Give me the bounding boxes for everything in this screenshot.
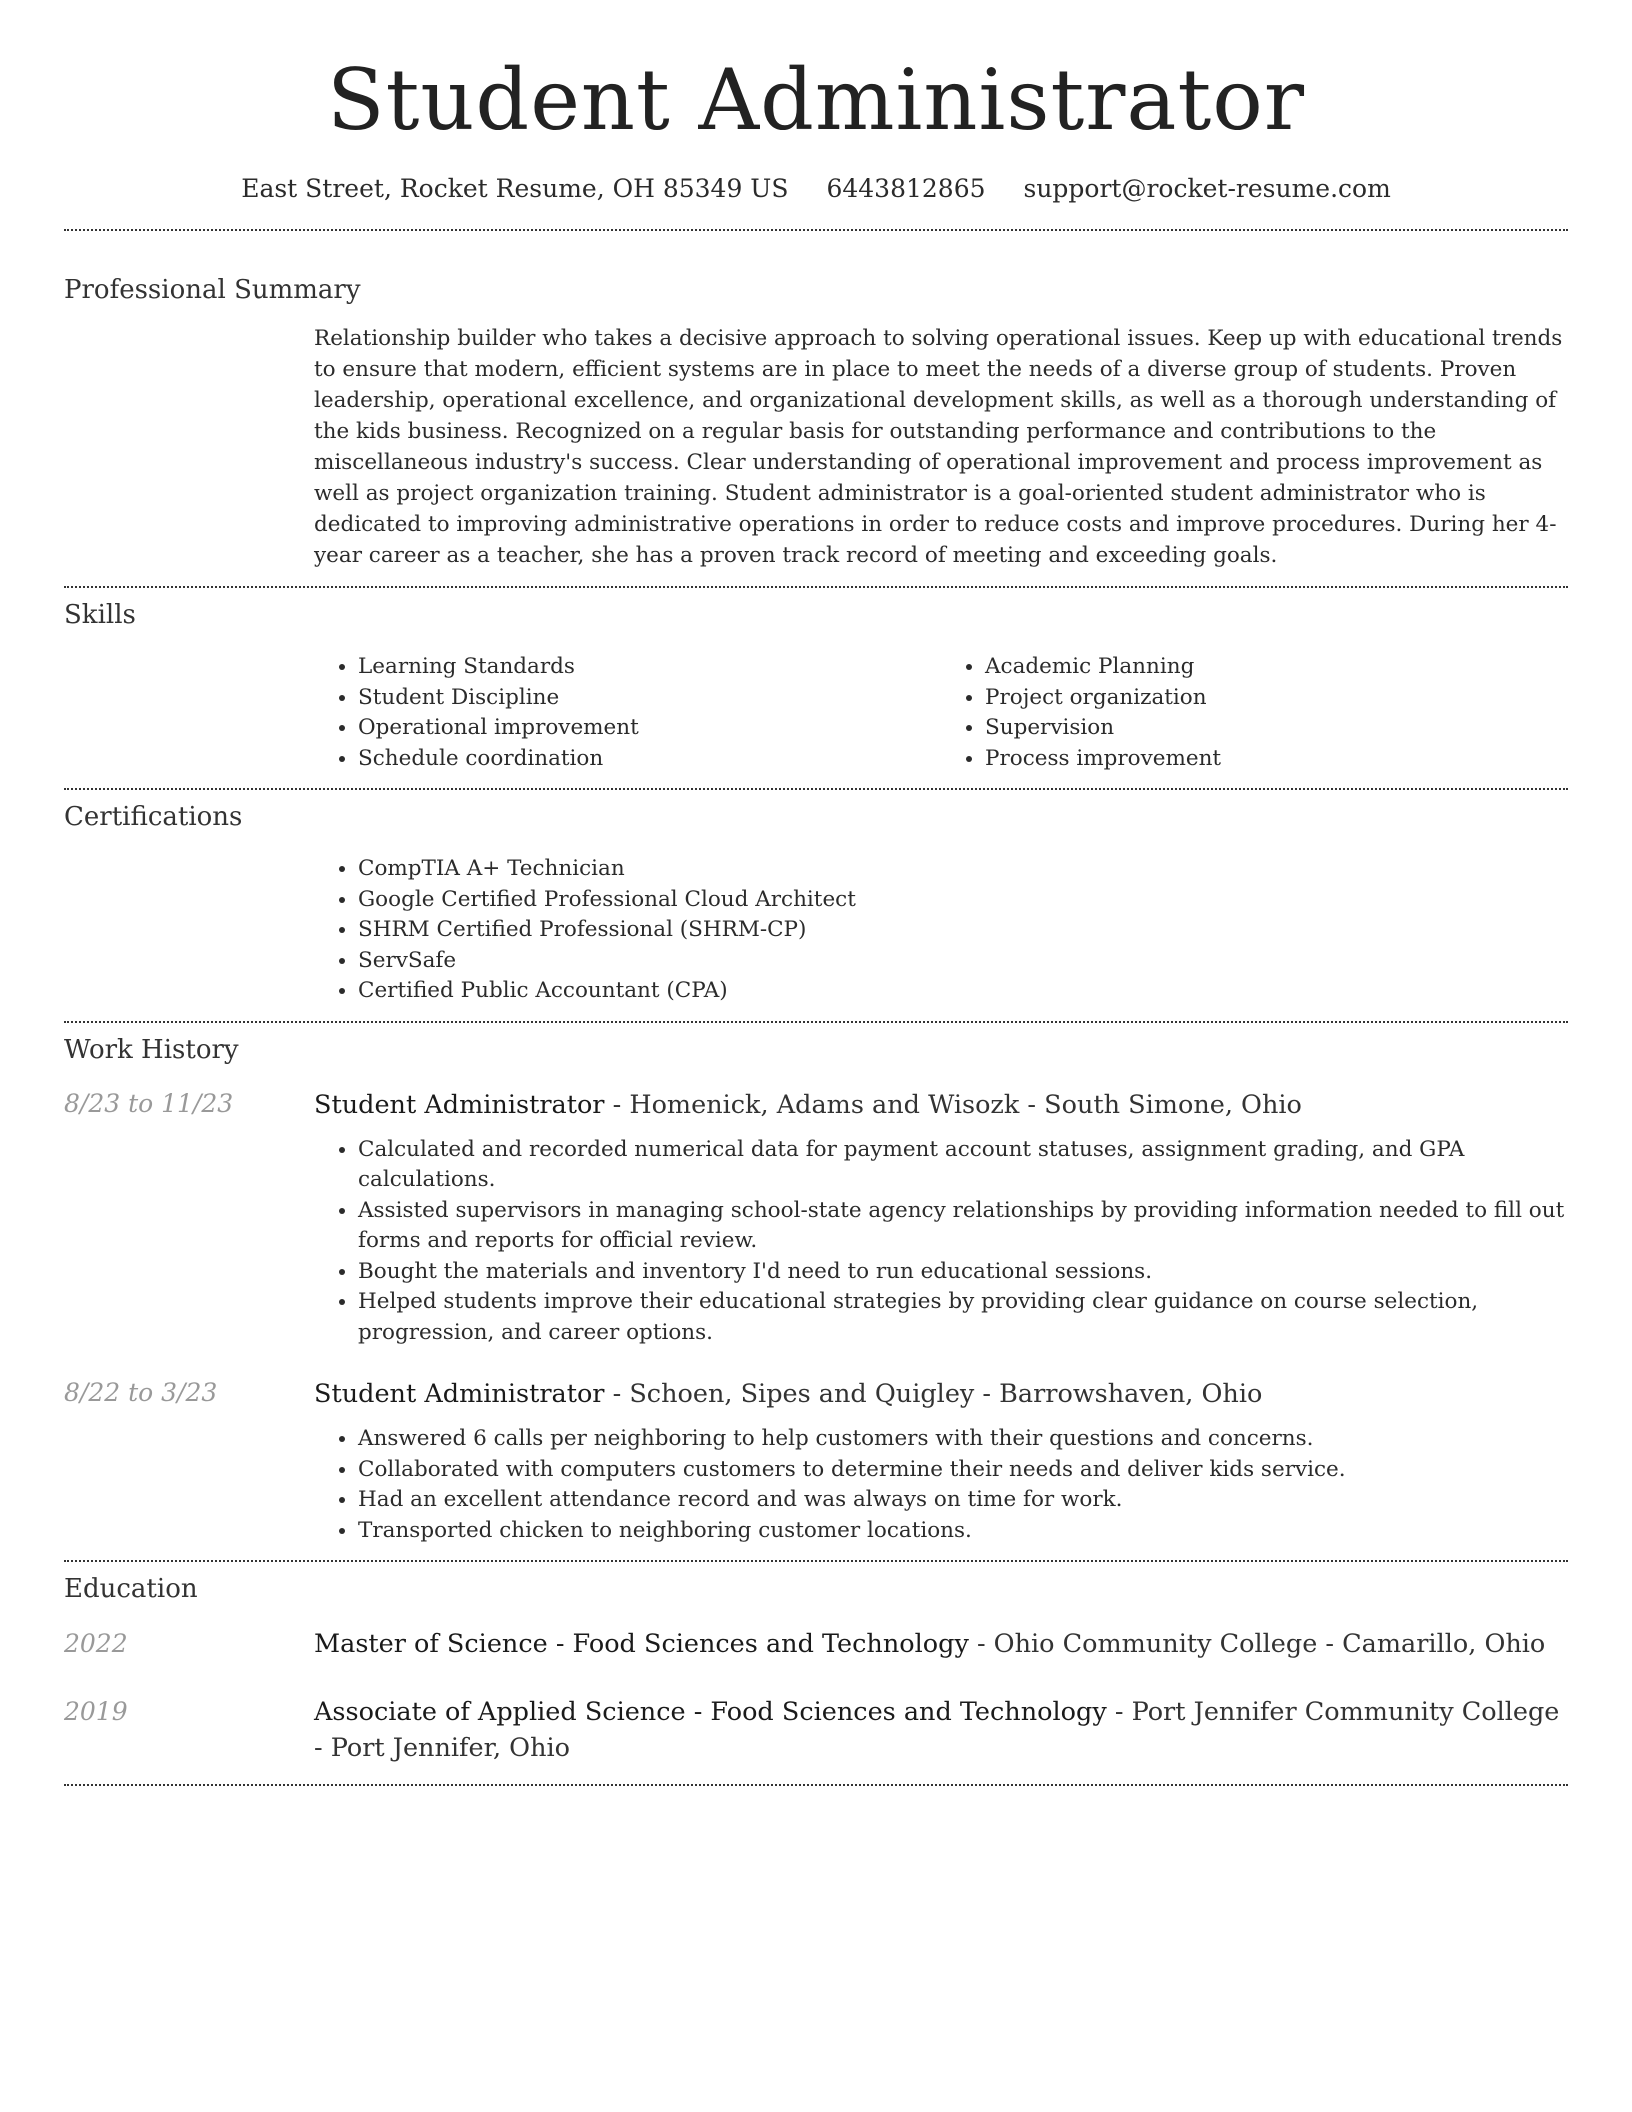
job-bullet: • Collaborated with computers customers to determine their needs and deliver kids service.	[358, 1455, 1568, 1486]
divider	[64, 1021, 1568, 1023]
skills-list-left	[314, 652, 941, 774]
skills-grid	[314, 652, 1568, 774]
skill-item: • Academic Planning	[985, 652, 1568, 683]
resume-name: Student Administrator	[327, 51, 1305, 149]
job-employer: - Schoen, Sipes and Quigley - Barrowshaven, Ohio	[604, 1379, 1263, 1409]
education-title	[314, 1694, 1568, 1766]
education-section	[64, 1572, 1568, 1766]
job-date: 8/22 to 3/23	[64, 1378, 218, 1407]
contact-line	[64, 174, 1568, 203]
education-year: 2022	[64, 1629, 128, 1658]
summary-section	[64, 273, 1568, 571]
skill-item: • Student Discipline	[358, 683, 941, 714]
certification-item: • ServSafe	[358, 946, 1568, 977]
education-heading: Education	[64, 1574, 198, 1604]
job-bullet: • Helped students improve their educational strategies by providing clear guidance on course selection, progression, and career options.	[358, 1287, 1568, 1348]
job-bullet: • Transported chicken to neighboring customer locations.	[358, 1516, 1568, 1547]
contact-address: East Street, Rocket Resume, OH 85349 US	[241, 174, 789, 203]
job-bullet: • Bought the materials and inventory I'd need to run educational sessions.	[358, 1257, 1568, 1288]
education-degree: Master of Science - Food Sciences and Technology	[314, 1629, 969, 1659]
job-bullet: • Had an excellent attendance record and was always on time for work.	[358, 1485, 1568, 1516]
job-role: Student Administrator	[314, 1379, 605, 1409]
certification-item: • Certified Public Accountant (CPA)	[358, 976, 1568, 1007]
resume-page	[64, 0, 1568, 1786]
education-title	[314, 1626, 1568, 1662]
certifications-heading: Certifications	[64, 802, 243, 832]
divider	[64, 586, 1568, 588]
job-date: 8/23 to 11/23	[64, 1088, 234, 1118]
education-school: - Port Jennifer Community College - Port Jennifer, Ohio	[314, 1697, 1560, 1763]
education-year: 2019	[64, 1697, 128, 1726]
divider	[64, 229, 1568, 231]
education-entry	[64, 1626, 1568, 1662]
job-bullet: • Assisted supervisors in managing school-state agency relationships by providing information needed to fill out forms and reports for official review.	[358, 1196, 1568, 1257]
job-entry	[64, 1376, 1568, 1546]
divider	[64, 1784, 1568, 1786]
skill-item: • Project organization	[985, 683, 1568, 714]
divider	[64, 788, 1568, 790]
job-title	[314, 1376, 1568, 1412]
contact-email: support@rocket-resume.com	[1023, 174, 1391, 203]
skill-item: • Schedule coordination	[358, 744, 941, 775]
certifications-section	[64, 800, 1568, 1007]
certification-item: • Google Certified Professional Cloud Architect	[358, 885, 1568, 916]
work-section	[64, 1033, 1568, 1547]
certification-item: • SHRM Certified Professional (SHRM-CP)	[358, 915, 1568, 946]
skill-item: • Process improvement	[985, 744, 1568, 775]
contact-phone: 6443812865	[826, 174, 986, 203]
job-entry	[64, 1087, 1568, 1349]
skill-item: • Learning Standards	[358, 652, 941, 683]
skills-list-right	[941, 652, 1568, 774]
job-bullets	[314, 1135, 1568, 1349]
summary-text: Relationship builder who takes a decisive approach to solving operational issues. Keep up with educational trends to ensure that modern, efficient systems are in place to meet the needs of a diverse group of students. Proven leadership, operational excellence, and organizational development skills, as well as a thorough understanding of the kids business. Recognized on a regular basis for outstanding performance and contributions to the miscellaneous industry's success. Clear understanding of operational improvement and process improvement as well as project organization training. Student administrator is a goal-oriented student administrator who is dedicated to improving administrative operations in order to reduce costs and improve procedures. During her 4-year career as a teacher, she has a proven track record of meeting and exceeding goals.	[314, 326, 1563, 568]
education-degree: Associate of Applied Science - Food Sciences and Technology	[314, 1697, 1107, 1727]
education-entry	[64, 1694, 1568, 1766]
divider	[64, 1560, 1568, 1562]
skills-heading: Skills	[64, 600, 136, 630]
skills-section	[64, 598, 1568, 774]
certification-item: • CompTIA A+ Technician	[358, 854, 1568, 885]
work-heading: Work History	[64, 1034, 239, 1065]
job-bullet: • Calculated and recorded numerical data for payment account statuses, assignment grading, and GPA calculations.	[358, 1135, 1568, 1196]
skill-item: • Operational improvement	[358, 713, 941, 744]
job-title	[314, 1087, 1568, 1123]
certifications-list	[314, 854, 1568, 1007]
job-bullets	[314, 1424, 1568, 1546]
skill-item: • Supervision	[985, 713, 1568, 744]
summary-heading: Professional Summary	[64, 275, 361, 305]
education-school: - Ohio Community College - Camarillo, Ohio	[968, 1629, 1546, 1659]
job-role: Student Administrator	[314, 1089, 605, 1120]
job-employer: - Homenick, Adams and Wisozk - South Simone, Ohio	[604, 1089, 1302, 1120]
job-bullet: • Answered 6 calls per neighboring to help customers with their questions and concerns.	[358, 1424, 1568, 1455]
